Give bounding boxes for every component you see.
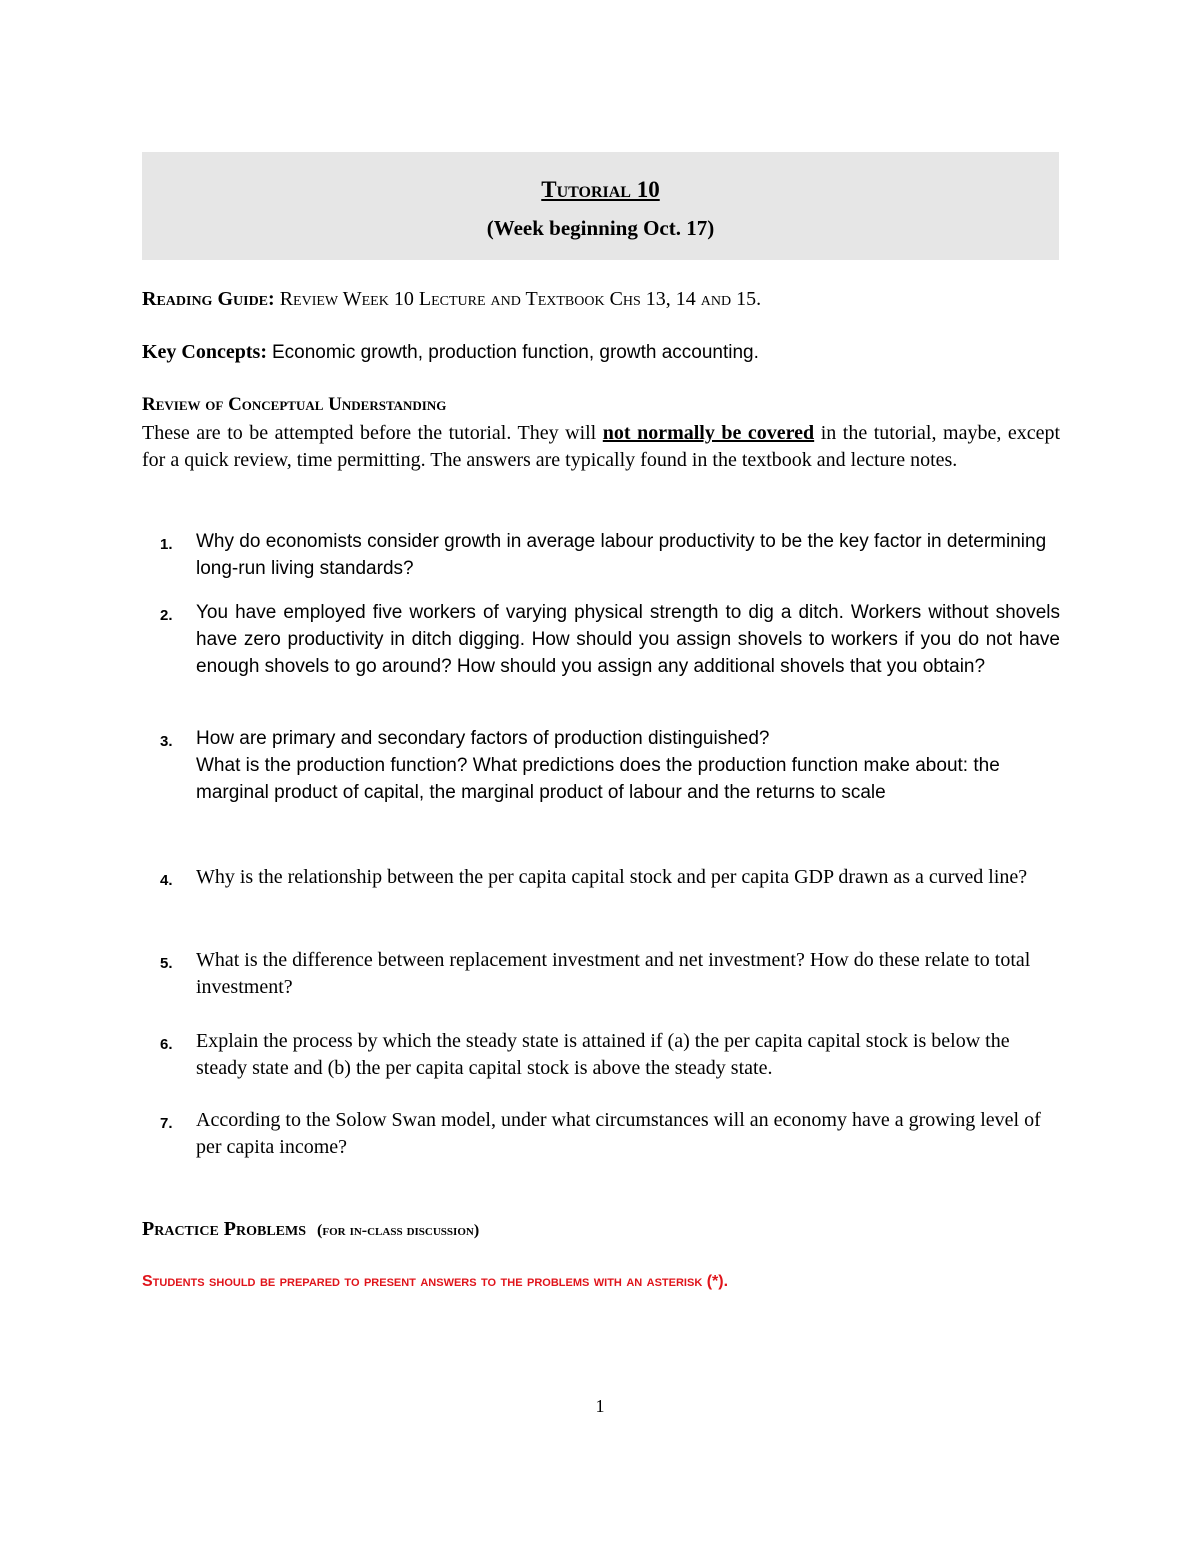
review-intro-before: These are to be attempted before the tutorial. They will: [142, 422, 597, 444]
question-1: [160, 528, 1060, 582]
question-text: According to the Solow Swan model, under what circumstances will an economy have a growing level of per capita income?: [196, 1109, 1041, 1158]
review-intro: [142, 420, 1060, 474]
practice-heading: Practice Problems: [142, 1218, 307, 1240]
question-3: [160, 725, 1060, 806]
question-number: 5.: [160, 955, 173, 972]
title-banner: [142, 152, 1059, 260]
key-concepts-text: Economic growth, production function, growth accounting.: [271, 342, 759, 363]
question-5: [160, 947, 1060, 1001]
key-concepts-label: Key Concepts:: [142, 341, 267, 363]
page-number: 1: [595, 1396, 605, 1416]
question-2: [160, 599, 1060, 680]
question-text-line2: What is the production function? What predictions does the production function make about: the marginal product of capital, the marginal product of labour and the returns to scale: [196, 755, 1000, 803]
question-text: Explain the process by which the steady state is attained if (a) the per capita capital stock is below the steady state and (b) the per capita capital stock is above the steady state.: [196, 1030, 1010, 1079]
key-concepts: [142, 341, 759, 364]
question-text-line1: How are primary and secondary factors of production distinguished?: [196, 728, 770, 749]
reading-guide: [142, 288, 761, 311]
question-number: 4.: [160, 872, 173, 889]
practice-heading-row: [142, 1218, 479, 1241]
question-number: 1.: [160, 536, 173, 553]
question-4: [160, 864, 1060, 891]
review-intro-after: in the tutorial, maybe, except for a quick review, time permitting. The answers are typically found in the textbook and lecture notes.: [142, 422, 1061, 471]
page-title: Tutorial 10: [541, 177, 660, 202]
question-text: You have employed five workers of varying physical strength to dig a ditch. Workers without shovels have zero productivity in ditch digging. How should you assign shovels to workers if you do not have enough shovels to go around? How should you assign any additional shovels that you obtain?: [196, 602, 1060, 677]
review-heading: Review of Conceptual Understanding: [142, 394, 447, 415]
reading-guide-label: Reading Guide:: [142, 288, 275, 310]
question-7: [160, 1107, 1060, 1161]
question-number: 2.: [160, 607, 173, 624]
reading-guide-text: Review Week 10 Lecture and Textbook Chs 13, 14 and 15.: [279, 288, 762, 310]
practice-subheading: (for in-class discussion): [317, 1222, 480, 1239]
question-6: [160, 1028, 1060, 1082]
question-text: Why do economists consider growth in average labour productivity to be the key factor in determining long-run living standards?: [196, 531, 1047, 579]
asterisk-note: Students should be prepared to present answers to the problems with an asterisk (*).: [142, 1273, 729, 1290]
question-text: Why is the relationship between the per capita capital stock and per capita GDP drawn as a curved line?: [196, 866, 1028, 888]
question-number: 7.: [160, 1115, 173, 1132]
question-number: 6.: [160, 1036, 173, 1053]
question-text: What is the difference between replacement investment and net investment? How do these relate to total investment?: [196, 949, 1031, 998]
page-subtitle: (Week beginning Oct. 17): [486, 216, 715, 240]
question-number: 3.: [160, 733, 173, 750]
review-intro-emphasis: not normally be covered: [602, 422, 815, 444]
